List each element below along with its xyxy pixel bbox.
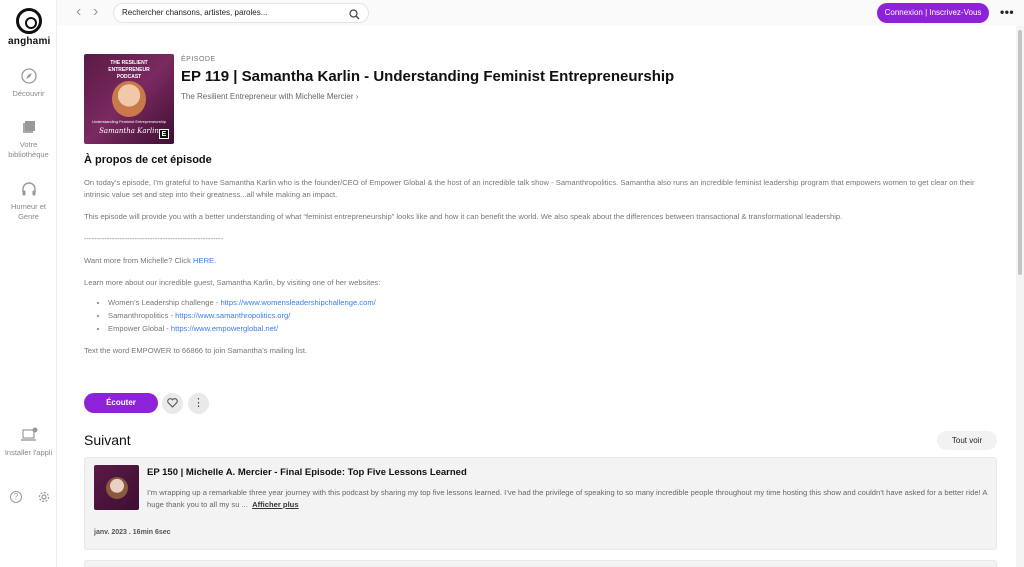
text: . (214, 256, 217, 265)
cover-tagline: Understanding Feminist Entrepreneurship (91, 119, 167, 124)
next-heading: Suivant (84, 432, 131, 448)
list-item (108, 322, 708, 335)
sidebar-item-mood-genre[interactable] (0, 181, 57, 222)
description-paragraph: Text the word EMPOWER to 66866 to join Samantha’s mailing list. (84, 346, 308, 355)
forward-arrow-icon[interactable]: › (93, 3, 99, 20)
library-icon (0, 119, 57, 137)
show-link[interactable] (181, 92, 358, 101)
description-paragraph: This episode will provide you with a better understanding of what “feminist entrepreneurship” looks like and how it can benefit the world. We also speak about the differences between transactional & transformational leadership. (84, 212, 843, 221)
gear-icon[interactable] (38, 491, 50, 506)
description-paragraph: Learn more about our incredible guest, Samantha Karlin, by visiting one of her websites: (84, 278, 381, 287)
see-all-button[interactable]: Tout voir (937, 431, 997, 450)
host-photo (106, 477, 128, 499)
next-episode-meta: janv. 2023 . 16min 6sec (94, 529, 171, 536)
logo-icon (16, 8, 42, 34)
show-more-link[interactable]: Afficher plus (252, 500, 299, 509)
cover-title-line: THE RESILIENT (110, 60, 148, 66)
search-icon[interactable] (349, 7, 360, 18)
search-input[interactable] (122, 8, 342, 17)
anghami-logo[interactable] (8, 8, 50, 47)
episode-thumbnail (94, 465, 139, 510)
list-item (108, 296, 708, 309)
about-heading: À propos de cet épisode (84, 154, 212, 166)
explicit-badge: E (159, 129, 169, 139)
top-bar (57, 0, 1024, 26)
like-button[interactable] (162, 393, 183, 414)
description-paragraph: On today’s episode, I’m grateful to have Samantha Karlin who is the founder/CEO of Empower Global & the host of an incredible talk show - Samanthropolitics. Samantha also runs an incredible feminist leadership program that empowers women to get clear on their intrinsic value set and step into their greatness...all while making an impact. (84, 178, 975, 199)
sidebar-item-label: Découvrir (12, 89, 45, 98)
here-link[interactable]: HERE (193, 256, 215, 265)
install-app-button[interactable] (0, 427, 57, 458)
sidebar-item-library[interactable] (0, 119, 57, 160)
chevron-right-icon: › (355, 92, 359, 101)
sidebar-footer (10, 491, 50, 506)
laptop-download-icon (0, 427, 57, 445)
sidebar-item-label: Votre bibliothèque (8, 140, 49, 159)
text: Want more from Michelle? Click (84, 256, 194, 265)
next-episode-description (147, 487, 989, 511)
next-episode-card-partial[interactable] (84, 560, 997, 567)
headphones-icon (0, 181, 57, 199)
text: Women’s Leadership challenge - (108, 298, 221, 307)
sidebar-item-discover[interactable] (0, 68, 57, 99)
website-link[interactable]: https://www.samanthropolitics.org/ (175, 311, 291, 320)
text: I’m wrapping up a remarkable three year journey with this podcast by sharing my top five lessons learned. I’ve had the privilege of speaking to so many incredible people throughout my time hosting this show and couldn’t have asked for a better ride! A huge thank you to all my su ... (147, 488, 987, 509)
next-episode-card[interactable] (84, 457, 997, 550)
website-link[interactable]: https://www.empowerglobal.net/ (170, 324, 279, 333)
sidebar-item-label: Humeur et Genre (10, 202, 46, 221)
more-options-icon[interactable]: ••• (1000, 5, 1015, 19)
compass-icon (0, 68, 57, 86)
install-app-label: Installer l'appli (4, 448, 53, 457)
help-icon[interactable]: ? (10, 491, 22, 503)
description-separator: ------------------------------------------------------- (84, 234, 224, 243)
logo-text: anghami (8, 36, 51, 47)
list-item (108, 309, 708, 322)
guest-photo (112, 81, 146, 117)
episode-cover (84, 54, 174, 144)
more-actions-button[interactable] (188, 393, 209, 414)
website-list (108, 296, 708, 335)
show-name: The Resilient Entrepreneur with Michelle Mercier (181, 92, 354, 101)
sidebar (0, 0, 57, 567)
text: Samanthropolitics - (108, 311, 176, 320)
description-paragraph (84, 255, 994, 267)
login-signup-button[interactable]: Connexion | Inscrivez-Vous (877, 3, 989, 23)
episode-type-label: ÉPISODE (181, 56, 216, 63)
cover-title-line: PODCAST (116, 74, 142, 80)
next-episode-title[interactable]: EP 150 | Michelle A. Mercier - Final Episode: Top Five Lessons Learned (147, 467, 467, 478)
scrollbar[interactable] (1016, 26, 1024, 567)
back-arrow-icon[interactable]: ‹ (76, 3, 82, 20)
cover-guest-name: Samantha Karlin (99, 127, 159, 135)
website-link[interactable]: https://www.womensleadershipchallenge.com/ (220, 298, 376, 307)
heart-icon (167, 397, 178, 409)
scrollbar-thumb[interactable] (1018, 30, 1022, 275)
vertical-dots-icon: ⋮ (193, 397, 204, 409)
search-box[interactable] (113, 3, 369, 23)
text: Empower Global - (108, 324, 171, 333)
episode-title: EP 119 | Samantha Karlin - Understanding Feminist Entrepreneurship (181, 68, 675, 85)
cover-title-line: ENTREPRENEUR (108, 67, 150, 73)
listen-button[interactable]: Écouter (84, 393, 158, 413)
